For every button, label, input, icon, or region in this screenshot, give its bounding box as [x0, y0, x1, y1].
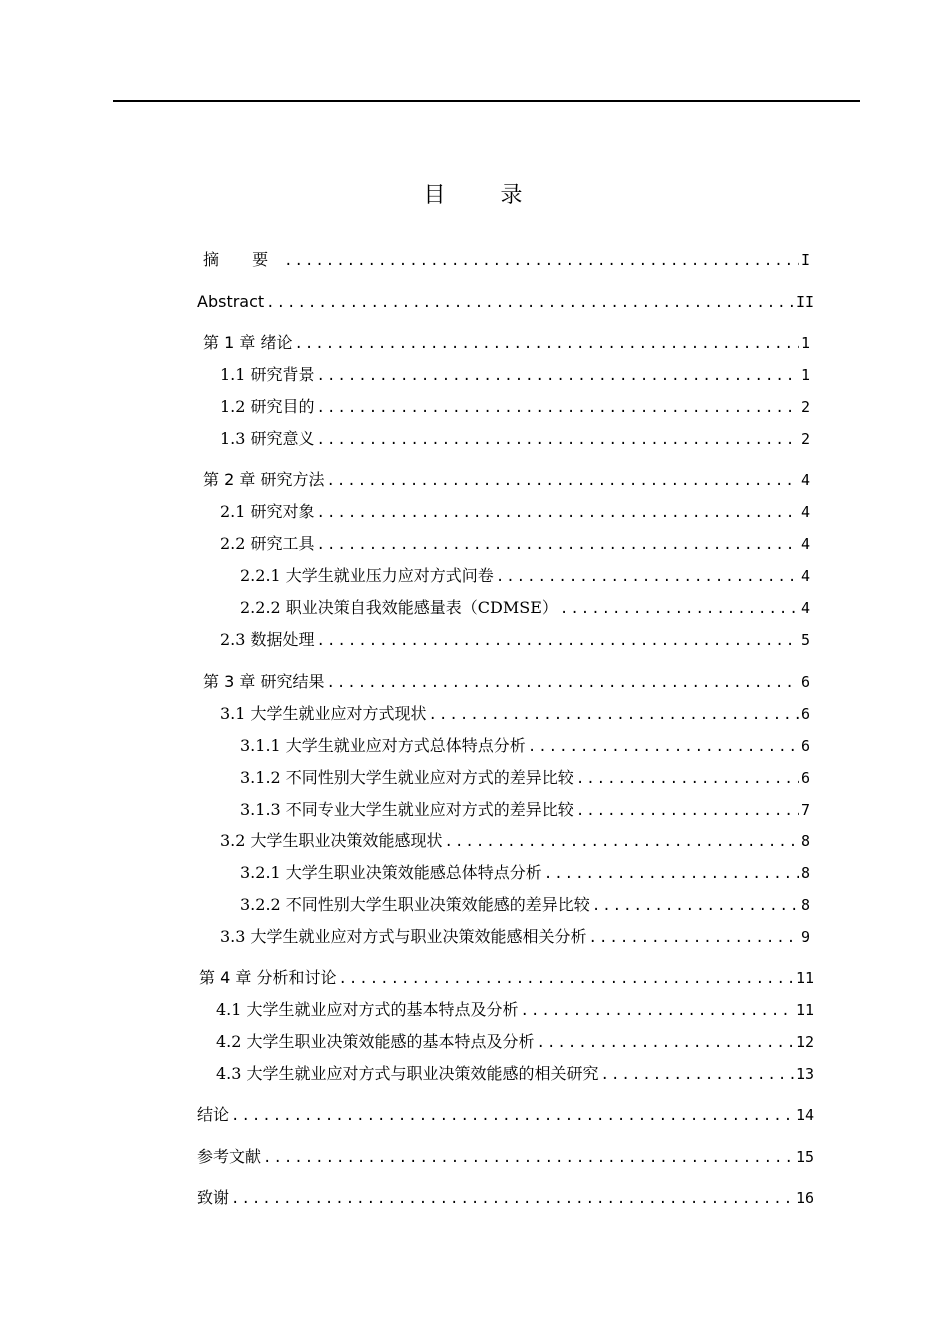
toc-page-number: 8	[800, 832, 810, 850]
dot-leader	[294, 334, 799, 354]
toc-entry-1-1[interactable]	[220, 365, 810, 386]
toc-entry-text: 第 4 章 分析和讨论	[199, 968, 337, 987]
toc-page-number: 15	[795, 1148, 814, 1166]
toc-page-number: 4	[800, 567, 810, 585]
toc-entry-text: 4.3 大学生就业应对方式与职业决策效能感的相关研究	[216, 1064, 599, 1083]
dot-leader	[496, 567, 799, 587]
toc-page-number: 4	[800, 471, 810, 489]
dot-leader	[326, 673, 799, 693]
dot-leader	[263, 1148, 794, 1168]
toc-entry-text: 3.2 大学生职业决策效能感现状	[220, 831, 443, 850]
toc-entry-conclusion[interactable]	[197, 1105, 814, 1126]
toc-entry-text: 1.1 研究背景	[220, 365, 315, 384]
toc-page-number: 16	[795, 1189, 814, 1207]
toc-page-number: 1	[800, 366, 810, 384]
toc-entry-text: 2.2.1 大学生就业压力应对方式问卷	[240, 566, 494, 585]
dot-leader	[537, 1033, 794, 1053]
toc-page-number: I	[800, 251, 810, 269]
toc-page-number: 7	[800, 801, 810, 819]
dot-leader	[338, 969, 793, 989]
toc-entry-3-2[interactable]	[220, 831, 810, 852]
dot-leader	[317, 366, 799, 386]
toc-page-number: 6	[800, 737, 810, 755]
dot-leader	[576, 769, 799, 789]
toc-entry-text: 致谢	[197, 1188, 230, 1207]
toc-entry-3-3[interactable]	[220, 927, 810, 948]
toc-page-number: 9	[800, 928, 810, 946]
toc-entry-text: 2.3 数据处理	[220, 630, 315, 649]
toc-entry-4-3[interactable]	[216, 1064, 814, 1085]
toc-entry-text: 3.2.1 大学生职业决策效能感总体特点分析	[240, 863, 542, 882]
toc-page-number: 4	[800, 535, 810, 553]
toc-entry-1-3[interactable]	[220, 429, 810, 450]
dot-leader	[284, 251, 799, 271]
dot-leader	[589, 928, 799, 948]
dot-leader	[544, 864, 799, 884]
toc-entry-text: 第 1 章 绪论	[203, 333, 293, 352]
toc-page-number: 6	[800, 673, 810, 691]
toc-entry-chapter-4[interactable]	[199, 968, 814, 989]
toc-entry-2-2-1[interactable]	[240, 566, 810, 587]
toc-entry-chapter-1[interactable]	[203, 333, 810, 354]
dot-leader	[317, 631, 799, 651]
toc-entry-text: 参考文献	[197, 1147, 262, 1166]
toc-entry-acknowledgements[interactable]	[197, 1188, 814, 1209]
dot-leader	[317, 535, 799, 555]
toc-entry-3-2-1[interactable]	[240, 863, 810, 884]
dot-leader	[560, 599, 799, 619]
toc-entry-text: 结论	[197, 1105, 230, 1124]
toc-entry-text: 3.3 大学生就业应对方式与职业决策效能感相关分析	[220, 927, 587, 946]
page-title-text: 目 录	[423, 183, 547, 208]
toc-entry-abstract-cn[interactable]	[203, 250, 810, 271]
toc-entry-4-2[interactable]	[216, 1032, 814, 1053]
toc-page-number: 2	[800, 398, 810, 416]
toc-entry-text: 3.1 大学生就业应对方式现状	[220, 704, 427, 723]
toc-entry-2-2[interactable]	[220, 534, 810, 555]
toc-entry-text: 2.2 研究工具	[220, 534, 315, 553]
dot-leader	[317, 430, 799, 450]
toc-entry-text: 3.1.1 大学生就业应对方式总体特点分析	[240, 736, 526, 755]
toc-entry-text: 3.1.2 不同性别大学生就业应对方式的差异比较	[240, 768, 574, 787]
toc-entry-text: 第 2 章 研究方法	[203, 470, 325, 489]
toc-entry-abstract-en[interactable]	[197, 292, 814, 313]
dot-leader	[231, 1189, 794, 1209]
toc-entry-2-1[interactable]	[220, 502, 810, 523]
dot-leader	[266, 293, 794, 313]
toc-entry-text: 1.2 研究目的	[220, 397, 315, 416]
toc-page-number: 4	[800, 503, 810, 521]
toc-entry-text: 3.2.2 不同性别大学生职业决策效能感的差异比较	[240, 895, 590, 914]
toc-page-number: 11	[795, 1001, 814, 1019]
toc-entry-chapter-2[interactable]	[203, 470, 810, 491]
toc-entry-1-2[interactable]	[220, 397, 810, 418]
toc-entry-text: 摘 要	[203, 250, 283, 269]
toc-entry-text: 1.3 研究意义	[220, 429, 315, 448]
dot-leader	[317, 398, 799, 418]
toc-page-number: 12	[795, 1033, 814, 1051]
toc-entry-text: 4.1 大学生就业应对方式的基本特点及分析	[216, 1000, 519, 1019]
toc-page-number: 5	[800, 631, 810, 649]
dot-leader	[429, 705, 799, 725]
toc-page-number: 13	[795, 1065, 814, 1083]
toc-page-number: 1	[800, 334, 810, 352]
toc-entry-text: 第 3 章 研究结果	[203, 672, 325, 691]
dot-leader	[601, 1065, 794, 1085]
toc-entry-text: 2.2.2 职业决策自我效能感量表（CDMSE）	[240, 598, 558, 617]
toc-entry-4-1[interactable]	[216, 1000, 814, 1021]
toc-page-number: 2	[800, 430, 810, 448]
toc-entry-references[interactable]	[197, 1147, 814, 1168]
toc-page-number: 11	[795, 969, 814, 987]
toc-entry-text: Abstract	[197, 292, 265, 311]
toc-entry-3-1[interactable]	[220, 704, 810, 725]
toc-page-number: 6	[800, 769, 810, 787]
dot-leader	[445, 832, 799, 852]
dot-leader	[521, 1001, 794, 1021]
dot-leader	[231, 1106, 794, 1126]
toc-page-number: 6	[800, 705, 810, 723]
toc-page-number: 8	[800, 864, 810, 882]
toc-entry-chapter-3[interactable]	[203, 672, 810, 693]
toc-entry-3-1-3[interactable]	[240, 800, 810, 821]
toc-entry-3-2-2[interactable]	[240, 895, 810, 916]
toc-entry-3-1-1[interactable]	[240, 736, 810, 757]
dot-leader	[528, 737, 799, 757]
toc-entry-text: 2.1 研究对象	[220, 502, 315, 521]
toc-entry-2-3[interactable]	[220, 630, 810, 651]
toc-page-number: 8	[800, 896, 810, 914]
toc-entry-2-2-2[interactable]	[240, 598, 810, 619]
dot-leader	[317, 503, 799, 523]
toc-page-number: 4	[800, 599, 810, 617]
dot-leader	[576, 801, 799, 821]
toc-entry-text: 3.1.3 不同专业大学生就业应对方式的差异比较	[240, 800, 574, 819]
toc-page-number: 14	[795, 1106, 814, 1124]
toc-entry-text: 4.2 大学生职业决策效能感的基本特点及分析	[216, 1032, 535, 1051]
toc-page-number: II	[795, 293, 814, 311]
dot-leader	[592, 896, 799, 916]
toc-entry-3-1-2[interactable]	[240, 768, 810, 789]
dot-leader	[326, 471, 799, 491]
